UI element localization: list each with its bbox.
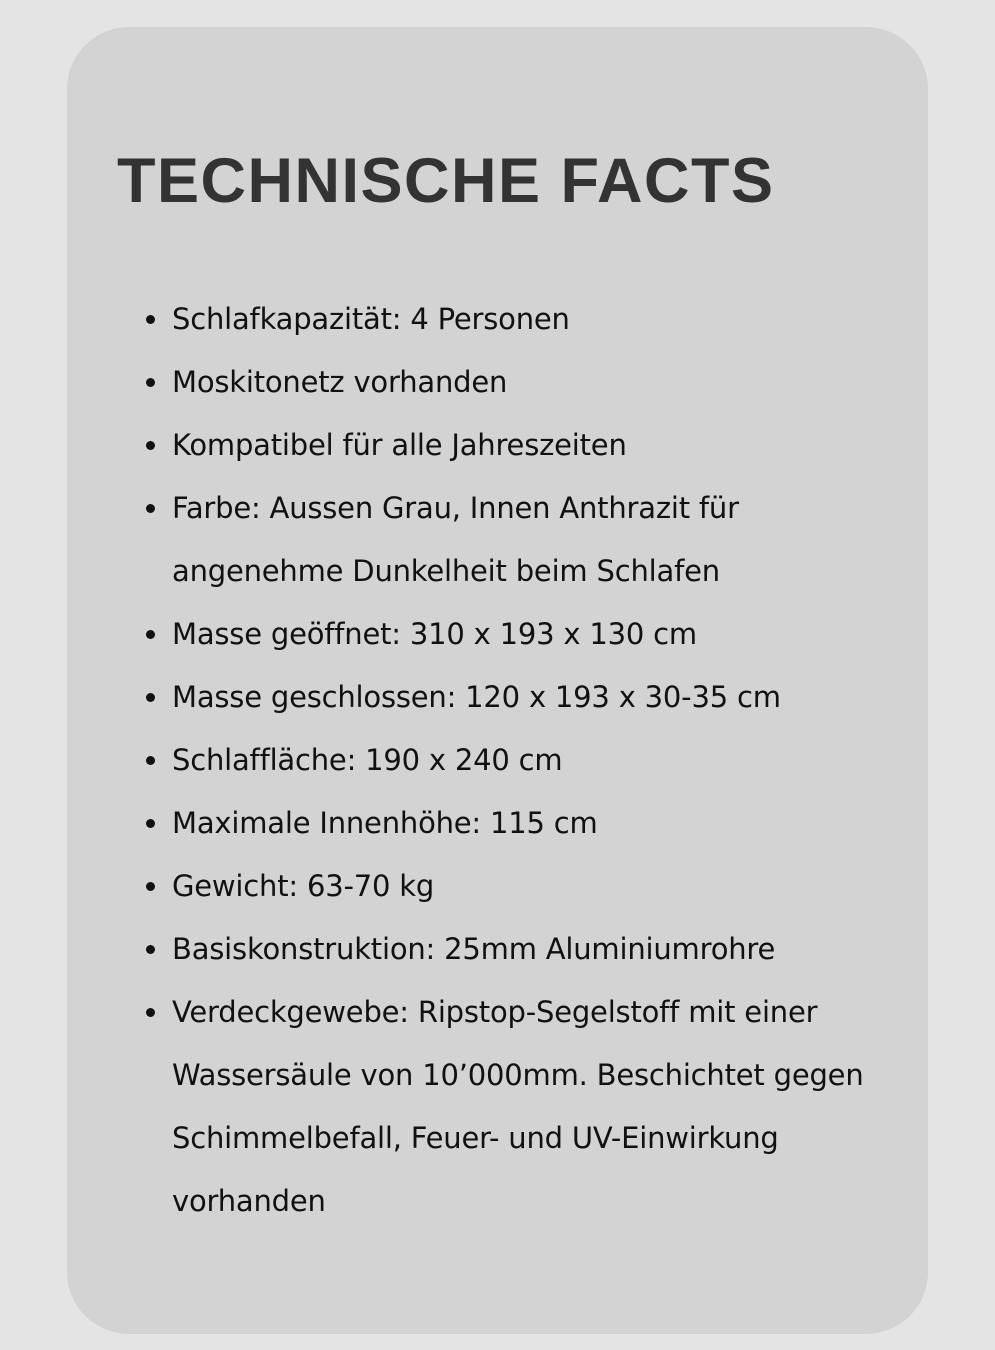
fact-item-sleeping-area: Schlaffläche: 190 x 240 cm <box>172 729 892 792</box>
fact-item-dimensions-closed: Masse geschlossen: 120 x 193 x 30-35 cm <box>172 666 892 729</box>
technical-facts-card <box>67 27 928 1334</box>
fact-item-interior-height: Maximale Innenhöhe: 115 cm <box>172 792 892 855</box>
fact-item-base-construction: Basiskonstruktion: 25mm Aluminiumrohre <box>172 918 892 981</box>
fact-item-color: Farbe: Aussen Grau, Innen Anthrazit für angenehme Dunkelheit beim Schlafen <box>172 477 892 603</box>
section-title: TECHNISCHE FACTS <box>117 146 775 216</box>
fact-item-seasons: Kompatibel für alle Jahreszeiten <box>172 414 892 477</box>
fact-item-mosquito-net: Moskitonetz vorhanden <box>172 351 892 414</box>
facts-list <box>172 288 892 1233</box>
fact-item-sleeping-capacity: Schlafkapazität: 4 Personen <box>172 288 892 351</box>
fact-item-weight: Gewicht: 63-70 kg <box>172 855 892 918</box>
fact-item-dimensions-open: Masse geöffnet: 310 x 193 x 130 cm <box>172 603 892 666</box>
fact-item-canopy-fabric: Verdeckgewebe: Ripstop-Segelstoff mit einer Wassersäule von 10’000mm. Beschichtet gegen Schimmelbefall, Feuer- und UV-Einwirkung vorhanden <box>172 981 892 1233</box>
